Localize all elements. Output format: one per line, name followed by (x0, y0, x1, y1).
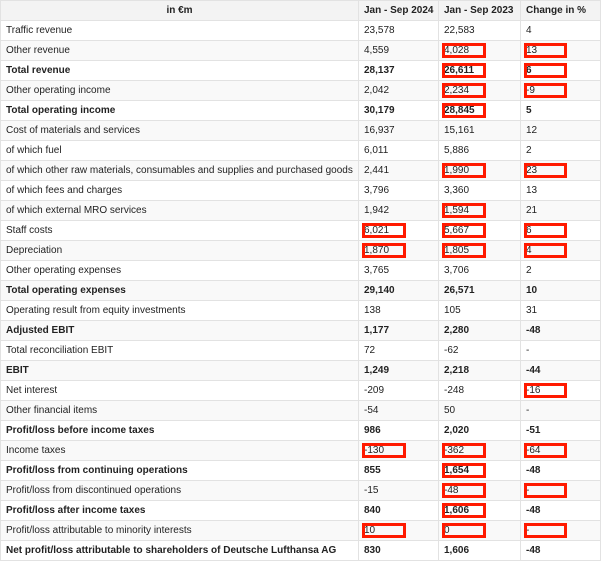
value-2024-cell (359, 81, 439, 101)
value-2023: 3,360 (444, 185, 470, 196)
value-2023: 2,218 (444, 365, 470, 376)
change-percent: 13 (526, 45, 538, 56)
value-2024-cell (359, 481, 439, 501)
value-2024: -54 (364, 405, 379, 416)
value-2023: 1,606 (444, 505, 470, 516)
value-2024-cell (359, 161, 439, 181)
value-2024-cell (359, 501, 439, 521)
highlight-box (524, 43, 567, 58)
change-percent: 2 (526, 265, 532, 276)
highlight-box (442, 43, 486, 58)
value-2024: 3,796 (364, 185, 390, 196)
value-2023: 1,606 (444, 545, 470, 556)
value-2024-cell (359, 201, 439, 221)
value-2023: 2,234 (444, 85, 470, 96)
change-percent-cell (521, 121, 601, 141)
value-2023-cell (439, 501, 521, 521)
row-label: of which fuel (1, 141, 359, 161)
value-2024-cell (359, 321, 439, 341)
table-row (1, 201, 601, 221)
change-percent: -44 (526, 365, 541, 376)
value-2023: 1,594 (444, 205, 470, 216)
change-percent-cell (521, 441, 601, 461)
value-2023-cell (439, 41, 521, 61)
change-percent-cell (521, 481, 601, 501)
table-row (1, 101, 601, 121)
value-2024: 28,137 (364, 65, 395, 76)
value-2024-cell (359, 361, 439, 381)
table-row (1, 401, 601, 421)
value-2024: 2,441 (364, 165, 390, 176)
change-percent-cell (521, 361, 601, 381)
value-2024-cell (359, 281, 439, 301)
value-2023-cell (439, 541, 521, 561)
highlight-box (442, 243, 486, 258)
highlight-box (524, 83, 567, 98)
value-2024-cell (359, 541, 439, 561)
header-change: Change in % (521, 1, 601, 21)
change-percent: 4 (526, 25, 532, 36)
value-2024: -130 (364, 445, 385, 456)
row-label: Profit/loss before income taxes (1, 421, 359, 441)
row-label: EBIT (1, 361, 359, 381)
table-row (1, 241, 601, 261)
value-2023-cell (439, 521, 521, 541)
highlight-box (524, 243, 567, 258)
value-2024-cell (359, 41, 439, 61)
row-label: Operating result from equity investments (1, 301, 359, 321)
highlight-box (442, 463, 486, 478)
header-2023: Jan - Sep 2023 (439, 1, 521, 21)
value-2024-cell (359, 401, 439, 421)
table-row (1, 441, 601, 461)
highlight-box (524, 383, 567, 398)
value-2024: 1,249 (364, 365, 390, 376)
value-2024-cell (359, 301, 439, 321)
change-percent-cell (521, 321, 601, 341)
value-2024: 6,021 (364, 225, 390, 236)
change-percent: 13 (526, 185, 538, 196)
value-2023: 22,583 (444, 25, 475, 36)
change-percent: - (526, 405, 530, 416)
table-row (1, 321, 601, 341)
row-label: Staff costs (1, 221, 359, 241)
row-label: Other operating income (1, 81, 359, 101)
value-2023: -48 (444, 485, 459, 496)
highlight-box (524, 483, 567, 498)
value-2024: 10 (364, 525, 376, 536)
table-row (1, 361, 601, 381)
header-row (1, 1, 601, 21)
change-percent-cell (521, 221, 601, 241)
change-percent-cell (521, 101, 601, 121)
change-percent-cell (521, 161, 601, 181)
change-percent-cell (521, 521, 601, 541)
table-row (1, 381, 601, 401)
table-row (1, 481, 601, 501)
value-2024-cell (359, 261, 439, 281)
highlight-box (524, 443, 567, 458)
highlight-box (362, 243, 406, 258)
value-2024-cell (359, 121, 439, 141)
change-percent: 2 (526, 145, 532, 156)
row-label: Total revenue (1, 61, 359, 81)
table-row (1, 461, 601, 481)
table-row (1, 501, 601, 521)
change-percent-cell (521, 201, 601, 221)
highlight-box (442, 483, 486, 498)
row-label: Other revenue (1, 41, 359, 61)
value-2024-cell (359, 341, 439, 361)
value-2024: 840 (364, 505, 381, 516)
value-2023-cell (439, 141, 521, 161)
table-row (1, 221, 601, 241)
change-percent-cell (521, 381, 601, 401)
value-2023-cell (439, 61, 521, 81)
change-percent: 6 (526, 65, 532, 76)
table-row (1, 521, 601, 541)
change-percent: 4 (526, 245, 532, 256)
value-2023: 105 (444, 305, 461, 316)
row-label: Profit/loss from continuing operations (1, 461, 359, 481)
row-label: Total operating expenses (1, 281, 359, 301)
value-2023: 5,667 (444, 225, 470, 236)
change-percent-cell (521, 401, 601, 421)
value-2023-cell (439, 421, 521, 441)
row-label: Total operating income (1, 101, 359, 121)
value-2023: 26,611 (444, 65, 475, 76)
change-percent-cell (521, 21, 601, 41)
value-2024-cell (359, 521, 439, 541)
value-2023: 1,805 (444, 245, 470, 256)
value-2024-cell (359, 61, 439, 81)
value-2023: 26,571 (444, 285, 475, 296)
value-2023-cell (439, 461, 521, 481)
value-2023-cell (439, 361, 521, 381)
value-2024-cell (359, 241, 439, 261)
row-label: Cost of materials and services (1, 121, 359, 141)
row-label: Depreciation (1, 241, 359, 261)
change-percent: -16 (526, 385, 541, 396)
value-2023-cell (439, 261, 521, 281)
value-2023: 50 (444, 405, 456, 416)
row-label: Profit/loss attributable to minority interests (1, 521, 359, 541)
change-percent: -48 (526, 325, 541, 336)
value-2024-cell (359, 421, 439, 441)
highlight-box (442, 523, 486, 538)
value-2024: 72 (364, 345, 376, 356)
highlight-box (442, 503, 486, 518)
change-percent-cell (521, 41, 601, 61)
table-row (1, 341, 601, 361)
change-percent: -9 (526, 85, 535, 96)
table-row (1, 61, 601, 81)
value-2023: 15,161 (444, 125, 475, 136)
value-2024-cell (359, 221, 439, 241)
change-percent: 10 (526, 285, 538, 296)
highlight-box (442, 443, 486, 458)
value-2024: 855 (364, 465, 381, 476)
value-2024: 830 (364, 545, 381, 556)
change-percent: 23 (526, 165, 538, 176)
value-2024: 138 (364, 305, 381, 316)
highlight-box (362, 223, 406, 238)
row-label: of which external MRO services (1, 201, 359, 221)
value-2023-cell (439, 441, 521, 461)
value-2023-cell (439, 81, 521, 101)
row-label: Income taxes (1, 441, 359, 461)
value-2023: 2,280 (444, 325, 470, 336)
value-2023: 2,020 (444, 425, 470, 436)
row-label: Profit/loss after income taxes (1, 501, 359, 521)
value-2024-cell (359, 21, 439, 41)
change-percent: 6 (526, 225, 532, 236)
table-row (1, 281, 601, 301)
value-2023-cell (439, 21, 521, 41)
value-2023: -62 (444, 345, 459, 356)
table-row (1, 261, 601, 281)
value-2024: -209 (364, 385, 385, 396)
value-2024: 4,559 (364, 45, 390, 56)
table-row (1, 141, 601, 161)
value-2023-cell (439, 301, 521, 321)
value-2023: 1,654 (444, 465, 470, 476)
change-percent-cell (521, 81, 601, 101)
value-2023: 1,990 (444, 165, 470, 176)
value-2024-cell (359, 441, 439, 461)
highlight-box (524, 523, 567, 538)
table-row (1, 121, 601, 141)
value-2024: 3,765 (364, 265, 390, 276)
table-row (1, 301, 601, 321)
highlight-box (524, 63, 567, 78)
value-2024: 30,179 (364, 105, 395, 116)
change-percent-cell (521, 261, 601, 281)
highlight-box (442, 63, 486, 78)
value-2024: 2,042 (364, 85, 390, 96)
table-body (1, 21, 601, 561)
header-label: in €m (1, 1, 359, 21)
change-percent: - (526, 485, 530, 496)
value-2023: 5,886 (444, 145, 470, 156)
value-2023-cell (439, 101, 521, 121)
table-row (1, 421, 601, 441)
value-2024: -15 (364, 485, 379, 496)
change-percent: - (526, 525, 530, 536)
change-percent: 12 (526, 125, 538, 136)
table-row (1, 41, 601, 61)
change-percent: -48 (526, 465, 541, 476)
value-2023: -362 (444, 445, 465, 456)
value-2024-cell (359, 141, 439, 161)
value-2024: 23,578 (364, 25, 395, 36)
highlight-box (442, 163, 486, 178)
change-percent-cell (521, 141, 601, 161)
change-percent-cell (521, 301, 601, 321)
value-2024: 29,140 (364, 285, 395, 296)
change-percent: -64 (526, 445, 541, 456)
row-label: Total reconciliation EBIT (1, 341, 359, 361)
highlight-box (442, 83, 486, 98)
change-percent: -48 (526, 505, 541, 516)
value-2023-cell (439, 401, 521, 421)
row-label: Net profit/loss attributable to shareholders of Deutsche Lufthansa AG (1, 541, 359, 561)
value-2024: 1,870 (364, 245, 390, 256)
row-label: Adjusted EBIT (1, 321, 359, 341)
value-2023: 28,845 (444, 105, 475, 116)
value-2024: 1,177 (364, 325, 390, 336)
change-percent-cell (521, 281, 601, 301)
highlight-box (442, 203, 486, 218)
table-row (1, 161, 601, 181)
value-2024: 16,937 (364, 125, 395, 136)
row-label: Net interest (1, 381, 359, 401)
value-2023-cell (439, 201, 521, 221)
change-percent-cell (521, 181, 601, 201)
value-2024: 1,942 (364, 205, 390, 216)
value-2023: 0 (444, 525, 450, 536)
value-2023-cell (439, 181, 521, 201)
value-2023: 3,706 (444, 265, 470, 276)
header-2024: Jan - Sep 2024 (359, 1, 439, 21)
value-2023: 4,028 (444, 45, 470, 56)
value-2023-cell (439, 381, 521, 401)
table-row (1, 21, 601, 41)
value-2023-cell (439, 121, 521, 141)
value-2023-cell (439, 241, 521, 261)
table-row (1, 541, 601, 561)
change-percent-cell (521, 501, 601, 521)
value-2024: 986 (364, 425, 381, 436)
highlight-box (442, 223, 486, 238)
value-2024-cell (359, 381, 439, 401)
value-2024-cell (359, 181, 439, 201)
row-label: Traffic revenue (1, 21, 359, 41)
value-2024-cell (359, 461, 439, 481)
highlight-box (362, 443, 406, 458)
change-percent: 31 (526, 305, 538, 316)
change-percent-cell (521, 421, 601, 441)
highlight-box (524, 163, 567, 178)
row-label: of which fees and charges (1, 181, 359, 201)
row-label: Other financial items (1, 401, 359, 421)
value-2023-cell (439, 281, 521, 301)
table-row (1, 81, 601, 101)
change-percent: -48 (526, 545, 541, 556)
change-percent-cell (521, 541, 601, 561)
change-percent: -51 (526, 425, 541, 436)
change-percent-cell (521, 461, 601, 481)
change-percent: 21 (526, 205, 538, 216)
value-2023-cell (439, 161, 521, 181)
highlight-box (442, 103, 486, 118)
table-row (1, 181, 601, 201)
change-percent-cell (521, 61, 601, 81)
row-label: Other operating expenses (1, 261, 359, 281)
change-percent: 5 (526, 105, 532, 116)
change-percent-cell (521, 341, 601, 361)
highlight-box (524, 223, 567, 238)
highlight-box (362, 523, 406, 538)
value-2024: 6,011 (364, 145, 389, 156)
value-2023-cell (439, 341, 521, 361)
value-2023: -248 (444, 385, 465, 396)
row-label: Profit/loss from discontinued operations (1, 481, 359, 501)
value-2023-cell (439, 321, 521, 341)
change-percent: - (526, 345, 530, 356)
row-label: of which other raw materials, consumables and supplies and purchased goods (1, 161, 359, 181)
change-percent-cell (521, 241, 601, 261)
value-2023-cell (439, 221, 521, 241)
value-2024-cell (359, 101, 439, 121)
value-2023-cell (439, 481, 521, 501)
